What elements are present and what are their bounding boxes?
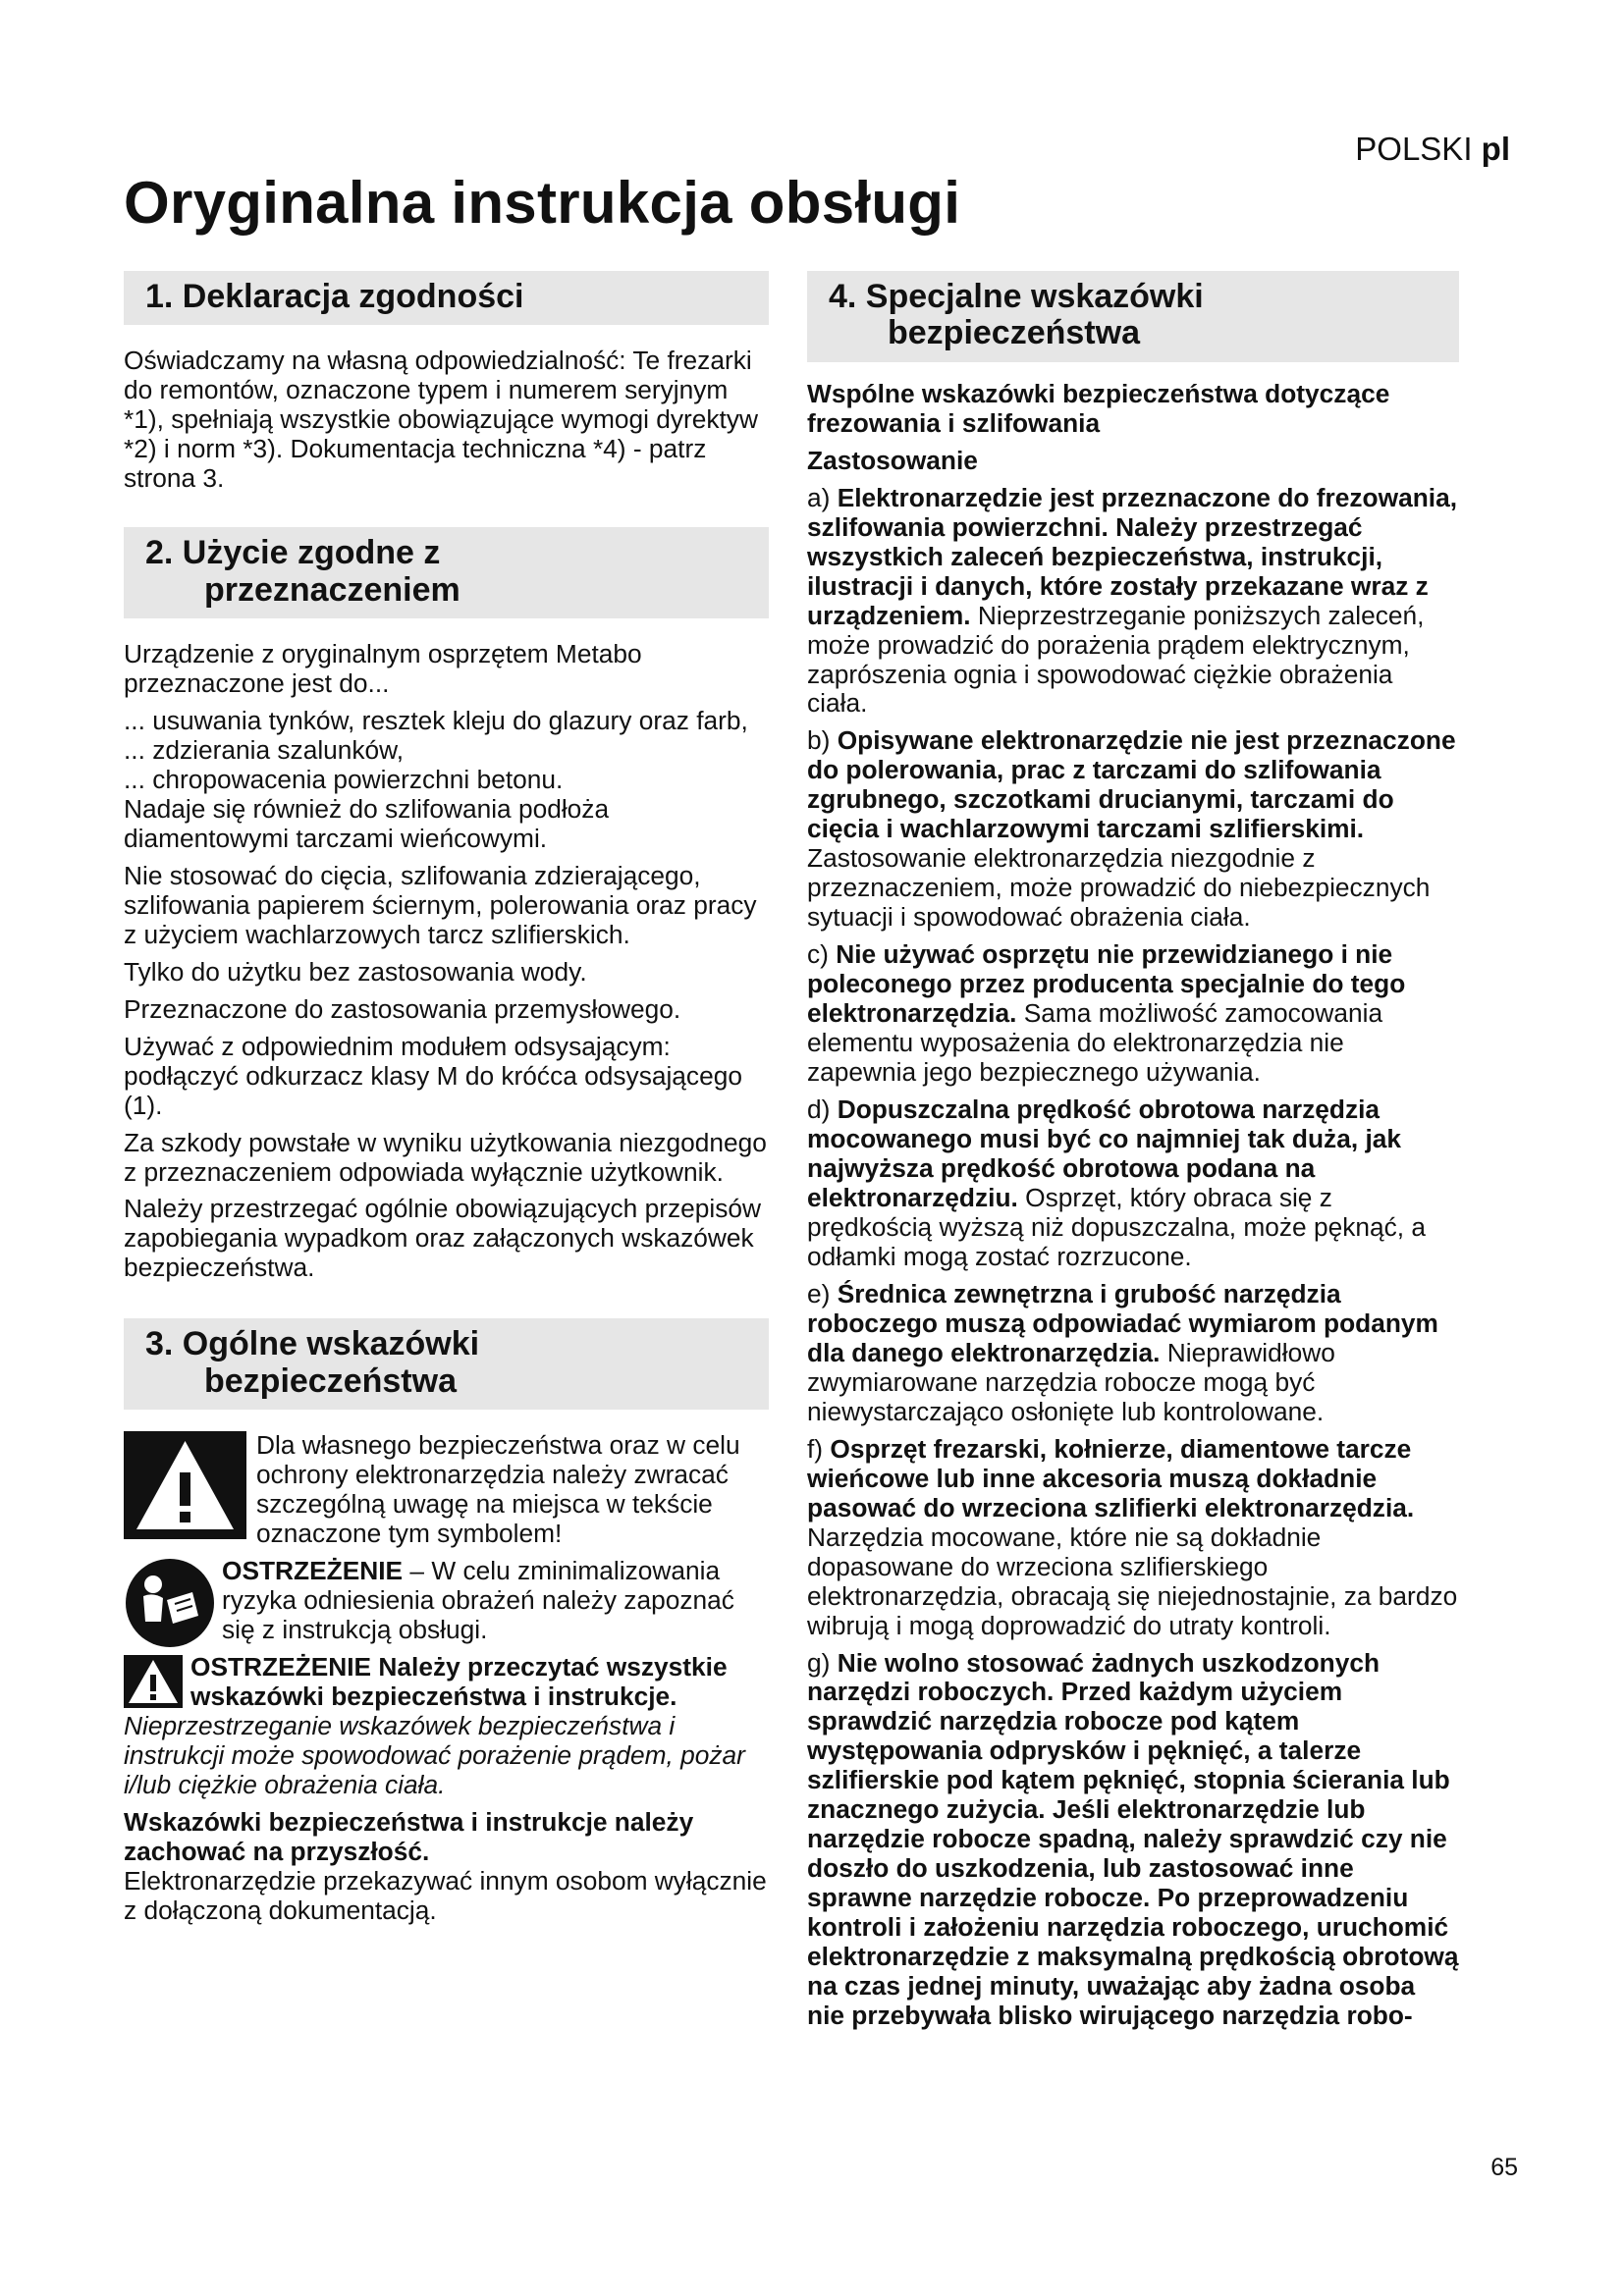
right-column bbox=[807, 271, 1459, 2039]
language-code: pl bbox=[1481, 131, 1510, 167]
safety-item bbox=[807, 726, 1459, 933]
section-1-text: Oświadczamy na własną odpowiedzialność: Te frezarki do remontów, oznaczone typem i numerem seryjnym *1), spełniają wszystkie obowiązujące wymogi dyrektyw *2) i norm *3). Dokumentacja techniczna *4) - patrz strona 3. bbox=[124, 346, 758, 494]
section-4-usage-label: Zastosowanie bbox=[807, 445, 978, 475]
safety-item-label: b) bbox=[807, 725, 838, 756]
warning-read-all-text bbox=[124, 1653, 769, 1800]
section-3-heading bbox=[124, 1318, 769, 1410]
section-2-paragraph: Za szkody powstałe w wyniku użytkowania niezgodnego z przeznaczeniem odpowiada wyłącznie użytkownik. bbox=[124, 1127, 767, 1187]
section-2-paragraph: Nie stosować do cięcia, szlifowania zdzierającego, szlifowania papierem ściernym, polerowania oraz pracy z użyciem wachlarzowych tarcz szlifierskich. bbox=[124, 860, 757, 949]
warning-read-all-italic: Nieprzestrzeganie wskazówek bezpieczeństwa i instrukcji może spowodować porażenie prądem, pożar i/lub ciężkie obrażenia ciała. bbox=[124, 1710, 745, 1799]
section-4-heading-line1: 4. Specjalne wskazówki bbox=[829, 278, 1204, 315]
symbol-explanation-text: Dla własnego bezpieczeństwa oraz w celu ochrony elektronarzędzia należy zwracać szczególną uwagę na miejsca w tekście oznaczone tym symbolem! bbox=[256, 1430, 740, 1549]
warning-read-all bbox=[124, 1653, 769, 1800]
warning-read-all-bold: OSTRZEŻENIE Należy przeczytać wszystkie wskazówki bezpieczeństwa i instrukcje. bbox=[190, 1652, 728, 1712]
page-number: 65 bbox=[1490, 2154, 1518, 2181]
symbol-explanation bbox=[124, 1431, 769, 1557]
keep-instructions-bold: Wskazówki bezpieczeństwa i instrukcje należy zachować na przyszłość. bbox=[124, 1806, 694, 1866]
safety-item-bold: Elektronarzędzie jest przeznaczone do frezowania, szlifowania powierzchni. Należy przestrzegać wszystkich zaleceń bezpieczeństwa, instrukcji, ilustracji i danych, które zostały przekazane wraz z urządzeniem. bbox=[807, 482, 1457, 630]
safety-item-label: c) bbox=[807, 939, 837, 970]
warning-triangle-icon bbox=[124, 1431, 246, 1539]
section-2-list bbox=[124, 707, 769, 795]
safety-item-label: d) bbox=[807, 1095, 838, 1125]
section-2-paragraph: Używać z odpowiednim modułem odsysającym: podłączyć odkurzacz klasy M do króćca odsysającego (1). bbox=[124, 1031, 742, 1120]
list-item: ... usuwania tynków, resztek kleju do glazury oraz farb, bbox=[124, 705, 748, 735]
read-manual-icon bbox=[124, 1557, 216, 1649]
safety-item-label: a) bbox=[807, 482, 838, 512]
section-2-paragraph: Należy przestrzegać ogólnie obowiązujących przepisów zapobiegania wypadkom oraz załączonych wskazówek bezpieczeństwa. bbox=[124, 1194, 761, 1283]
language-label bbox=[1355, 131, 1510, 168]
safety-item bbox=[807, 1435, 1459, 1641]
safety-item-label: g) bbox=[807, 1647, 838, 1678]
warning-triangle-small-icon bbox=[124, 1655, 183, 1708]
keep-instructions-text: Elektronarzędzie przekazywać innym osobom wyłącznie z dołączoną dokumentacją. bbox=[124, 1865, 767, 1925]
safety-item-text: Nieprawidłowo zwymiarowane narzędzia robocze mogą być niewystarczająco osłonięte lub kontrolowane. bbox=[807, 1337, 1335, 1426]
warning-label: OSTRZEŻENIE bbox=[222, 1556, 404, 1586]
section-4-subheading: Wspólne wskazówki bezpieczeństwa dotyczące frezowania i szlifowania bbox=[807, 378, 1390, 438]
section-2-paragraph: Nadaje się również do szlifowania podłoża diamentowymi tarczami wieńcowymi. bbox=[124, 793, 610, 853]
section-4-heading-line2: bezpieczeństwa bbox=[888, 314, 1140, 352]
section-2-heading bbox=[124, 527, 769, 618]
section-3-heading-line1: 3. Ogólne wskazówki bbox=[145, 1325, 480, 1363]
section-4-heading bbox=[807, 271, 1459, 362]
section-3-heading-line2: bezpieczeństwa bbox=[204, 1362, 457, 1400]
safety-item-label: f) bbox=[807, 1433, 831, 1464]
safety-item-bold: Opisywane elektronarzędzie nie jest przeznaczone do polerowania, prac z tarczami do szlifowania zgrubnego, szczotkami drucianymi, tarczami do cięcia i wachlarzowymi tarczami szlifierskimi. bbox=[807, 725, 1456, 844]
safety-item bbox=[807, 1095, 1459, 1272]
safety-item-text: Sama możliwość zamocowania elementu wyposażenia do elektronarzędzia nie zapewnia jego bezpiecznego używania. bbox=[807, 998, 1383, 1088]
safety-item-text: Osprzęt, który obraca się z prędkością wyższą niż dopuszczalna, może pęknąć, a odłamki mogą zostać rozrzucone. bbox=[807, 1182, 1426, 1271]
warning-read-manual bbox=[124, 1557, 769, 1653]
left-column bbox=[124, 271, 769, 1934]
safety-item-text: Narzędzia mocowane, które nie są dokładnie dopasowane do wrzeciona szlifierskiego elektronarzędzia, obracają się niejednostajnie, za bardzo wibrują i mogą doprowadzić do utraty kontroli. bbox=[807, 1522, 1458, 1640]
list-item: ... zdzierania szalunków, bbox=[124, 734, 405, 765]
safety-item bbox=[807, 484, 1459, 720]
safety-item-bold: Dopuszczalna prędkość obrotowa narzędzia mocowanego musi być co najmniej tak duża, jak najwyższa prędkość obrotowa podana na elektronarzędziu. bbox=[807, 1095, 1401, 1212]
safety-item-text: Nieprzestrzeganie poniższych zaleceń, może prowadzić do porażenia prądem elektrycznym, zaprószenia ognia i spowodować ciężkie obrażenia ciała. bbox=[807, 600, 1425, 719]
safety-item bbox=[807, 1649, 1459, 2032]
list-item: ... chropowacenia powierzchni betonu. bbox=[124, 764, 564, 794]
section-2-paragraph: Tylko do użytku bez zastosowania wody. bbox=[124, 956, 587, 987]
safety-item-label: e) bbox=[807, 1278, 838, 1308]
section-2-intro: Urządzenie z oryginalnym osprzętem Metabo przeznaczone jest do... bbox=[124, 639, 642, 698]
safety-item-bold: Nie używać osprzętu nie przewidzianego i nie poleconego przez producenta specjalnie do tego elektronarzędzia. bbox=[807, 939, 1406, 1029]
section-1-heading-text: 1. Deklaracja zgodności bbox=[145, 278, 524, 315]
language-name: POLSKI bbox=[1355, 131, 1473, 167]
safety-item-text: Zastosowanie elektronarzędzia niezgodnie z przeznaczeniem, może prowadzić do niebezpiecznych sytuacji i spowodować obrażenia ciała. bbox=[807, 843, 1431, 933]
safety-item-bold: Średnica zewnętrzna i grubość narzędzia roboczego muszą odpowiadać wymiarom podanym dla danego elektronarzędzia. bbox=[807, 1278, 1438, 1367]
safety-item bbox=[807, 1280, 1459, 1427]
safety-item-bold: Osprzęt frezarski, kołnierze, diamentowe tarcze wieńcowe lub inne akcesoria muszą dokładnie pasować do wrzeciona szlifierki elektronarzędzia. bbox=[807, 1433, 1415, 1522]
section-1-heading bbox=[124, 271, 769, 325]
section-2-paragraph: Przeznaczone do zastosowania przemysłowego. bbox=[124, 993, 681, 1024]
section-2-heading-line1: 2. Użycie zgodne z bbox=[145, 534, 441, 572]
section-2-heading-line2: przeznaczeniem bbox=[204, 570, 460, 609]
keep-instructions bbox=[124, 1808, 769, 1926]
warning-read-manual-body: – W celu zminimalizowania ryzyka odniesienia obrażeń należy zapoznać się z instrukcją obsługi. bbox=[222, 1556, 734, 1644]
warning-read-manual-text bbox=[124, 1557, 769, 1645]
safety-item bbox=[807, 940, 1459, 1088]
safety-item-bold: Nie wolno stosować żadnych uszkodzonych narzędzi roboczych. Przed każdym użyciem sprawdzić narzędzia robocze pod kątem występowania odprysków i pęknięć, a talerze szlifierskie pod kątem pęknięć, stopnia ścierania lub znacznego zużycia. Jeśli elektronarzędzie lub narzędzie robocze spadną, należy sprawdzić czy nie doszło do uszkodzenia, lub zastosować inne sprawne narzędzie robocze. Po przeprowadzeniu kontroli i założeniu narzędzia roboczego, uruchomić elektronarzędzie z maksymalną prędkością obrotową na czas jednej minuty, uważając aby żadna osoba nie przebywała blisko wirującego narzędzia robo- bbox=[807, 1647, 1459, 2031]
page-title: Oryginalna instrukcja obsługi bbox=[124, 170, 961, 236]
